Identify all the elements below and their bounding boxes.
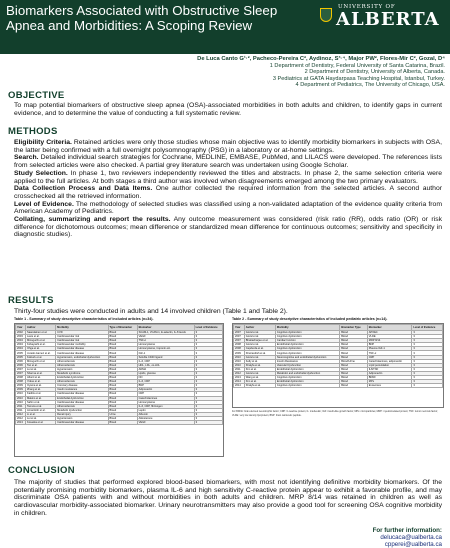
- table-cell: TNF-α: [367, 351, 412, 355]
- table-cell: HDL, LDL, ox-LDL: [137, 363, 194, 367]
- table-cell: Yokoe et al.: [25, 380, 55, 384]
- table-cell: Gozal et al.: [244, 355, 275, 359]
- table-cell: Hypertension, endothelial dysfunction: [56, 355, 108, 359]
- table-cell: 3: [194, 404, 222, 408]
- table-header-cell: Type of Biomarker: [108, 325, 137, 331]
- table-cell: 3: [194, 388, 222, 392]
- table-cell: Blood: [108, 421, 137, 425]
- table-cell: Plasma IGF-1: [367, 347, 412, 351]
- crest-icon: [320, 8, 332, 22]
- methods-heading: METHODS: [8, 126, 58, 137]
- table-cell: Insulin resistance: [56, 388, 108, 392]
- table-cell: Blood: [108, 363, 137, 367]
- table-cell: Cognitive dysfunction: [275, 347, 339, 351]
- table-cell: BNP: [367, 343, 412, 347]
- table-row: [16, 421, 223, 425]
- methods-text: [14, 139, 442, 239]
- table-cell: Renal injury: [56, 412, 108, 416]
- results-heading: RESULTS: [8, 295, 54, 306]
- method-text: The methodology of selected studies was classified using a non-validated adaptation of the evidence quality criteria from American Academy of Pediatrics.: [14, 200, 442, 216]
- table-cell: 3: [412, 339, 443, 343]
- poster-title: [6, 3, 316, 33]
- table-cell: 2010: [16, 392, 26, 396]
- objective-heading: OBJECTIVE: [8, 90, 65, 101]
- table-cell: Kim et al.: [244, 380, 275, 384]
- table-cell: 3: [194, 347, 222, 351]
- table-cell: 3: [412, 355, 443, 359]
- table-cell: Saarelainen et al.: [25, 331, 55, 335]
- table-cell: 3: [194, 392, 222, 396]
- table-cell: Kelly et al.: [244, 359, 275, 363]
- table-cell: 3: [194, 416, 222, 420]
- table-cell: 2007: [16, 367, 26, 371]
- table-header-cell: Morbidity: [56, 325, 108, 331]
- table-cell: Endothelial dysfunction: [56, 376, 108, 380]
- table-cell: 3: [412, 363, 443, 367]
- table-cell: 2002: [16, 331, 26, 335]
- table-cell: Arnardottir et al.: [25, 408, 55, 412]
- table-cell: 2010: [234, 355, 245, 359]
- table-cell: 2012: [234, 371, 245, 375]
- table2: [232, 323, 444, 408]
- table-cell: Cognitive dysfunction: [275, 331, 339, 335]
- table-cell: Hypertension: [56, 367, 108, 371]
- table-header-cell: Author: [244, 325, 275, 331]
- table-cell: Minoguchi et al.: [25, 339, 55, 343]
- table-cell: Blood: [108, 376, 137, 380]
- results-paragraph: Thirty-four studies were conducted in adults and 14 involved children (Table 1 and Table 2).: [14, 308, 288, 315]
- table-cell: Blood: [108, 359, 137, 363]
- table-cell: Lavie et al.: [25, 335, 55, 339]
- table-cell: Blood: [340, 376, 368, 380]
- table-cell: Endothelial dysfunction: [56, 396, 108, 400]
- table-cell: Exosomes: [367, 384, 412, 388]
- table-header-cell: Year: [234, 325, 245, 331]
- method-label: Data Collection Process and Data Items.: [14, 185, 153, 193]
- table-header-cell: Biomarker: [137, 325, 194, 331]
- table-cell: Kobayashi et al.: [25, 343, 55, 347]
- table-cell: Bhattacharjee et al.: [244, 339, 275, 343]
- table-cell: 3: [194, 359, 222, 363]
- results-text: [14, 308, 442, 316]
- contact-label: For further information:: [372, 527, 442, 534]
- table-cell: BNP: [137, 384, 194, 388]
- table-cell: Blood: [108, 380, 137, 384]
- table-cell: CVD: [56, 331, 108, 335]
- university-logo: [332, 4, 446, 36]
- table-cell: Catecholamines, adiponectin: [367, 359, 412, 363]
- table-cell: APOE4: [367, 331, 412, 335]
- header-band: [0, 0, 450, 54]
- table-cell: Blood: [340, 335, 368, 339]
- method-label: Search.: [14, 154, 39, 162]
- table-cell: 3: [194, 408, 222, 412]
- table-cell: 2005: [16, 355, 26, 359]
- table-header-cell: Year: [16, 325, 26, 331]
- table-cell: NO: [137, 376, 194, 380]
- methods-item: [14, 154, 442, 169]
- affiliation-3: 3 Pediatrics at GATA Haydarpasa Teaching Hospital, Istanbul, Turkey.: [272, 75, 445, 82]
- table-cell: IL6/TNF: [367, 367, 412, 371]
- table-cell: Blood: [108, 408, 137, 412]
- table-cell: 2011: [234, 367, 245, 371]
- table-cell: 3: [412, 367, 443, 371]
- table-cell: IL-6, CRP: [137, 380, 194, 384]
- table-cell: Gozal et al.: [244, 371, 275, 375]
- table-cell: 2010: [234, 359, 245, 363]
- table-cell: Gozal et al.: [244, 331, 275, 335]
- table-cell: 3: [194, 371, 222, 375]
- table-header-cell: Biomarker Type: [340, 325, 368, 331]
- table-cell: Adiponectin: [137, 388, 194, 392]
- table-cell: Blood: [340, 384, 368, 388]
- table-cell: Metabolic syndrome: [56, 371, 108, 375]
- table-cell: Tamura et al.: [25, 404, 55, 408]
- table-cell: Tan et al.: [25, 363, 55, 367]
- table-cell: Blood: [108, 396, 137, 400]
- methods-item: [14, 201, 442, 216]
- table-cell: 2006: [16, 359, 26, 363]
- method-text: Detailed individual search strategies for Cochrane, MEDLINE, EMBASE, PubMed, and LILACS were developed. The references lists from selected articles were also checked. A partial grey literature search was undertaken using Google Scholar.: [14, 154, 442, 170]
- table-cell: Kim et al.: [244, 367, 275, 371]
- table-header-cell: Level of Evidence: [194, 325, 222, 331]
- logo-small-text: UNIVERSITY OF: [338, 4, 396, 10]
- table-header-cell: Biomarker: [367, 325, 412, 331]
- table-cell: Endothelial dysfunction: [275, 380, 339, 384]
- table-cell: 2011: [16, 404, 26, 408]
- table-cell: 2008: [16, 376, 26, 380]
- table-cell: 2007: [16, 371, 26, 375]
- objective-text: [14, 102, 442, 117]
- table-cell: 3: [194, 396, 222, 400]
- table-cell: Leptin: [137, 408, 194, 412]
- table-cell: Blood: [108, 388, 137, 392]
- table-cell: Cognitive dysfunction: [275, 351, 339, 355]
- objective-paragraph: To map potential biomarkers of obstructive sleep apnea (OSA)-associated morbidities in both adults and children, to identify gaps in current evidence, and to determine the value of conducting a full systematic review.: [14, 102, 442, 117]
- table-cell: Gozal et al.: [244, 335, 275, 339]
- table-cell: Coronary disease: [56, 384, 108, 388]
- table-cell: TNF-α: [137, 339, 194, 343]
- table-cell: 3: [194, 355, 222, 359]
- table-cell: Cardiovascular disease: [56, 347, 108, 351]
- table-cell: Cardiovascular risk: [56, 339, 108, 343]
- table-cell: 3: [412, 371, 443, 375]
- method-text: Retained articles were only those studies whose main objective was to identify morbidity biomarkers in subjects with OSA, the latter being confirmed with a full overnight polysomnography (PSG) in a laboratory or at-home settings.: [14, 139, 442, 154]
- table-cell: MPs: [367, 380, 412, 384]
- table-cell: Atherosclerosis: [56, 404, 108, 408]
- table-cell: 3: [412, 359, 443, 363]
- table-cell: Blood: [108, 384, 137, 388]
- table-cell: Blood: [108, 400, 137, 404]
- table-cell: 3: [194, 400, 222, 404]
- table-cell: Lui et al.: [25, 416, 55, 420]
- table-cell: 2010: [234, 363, 245, 367]
- table-cell: VLDE: [367, 335, 412, 339]
- table-cell: IL-6, CRP: [137, 359, 194, 363]
- method-label: Study Selection.: [14, 169, 68, 177]
- table-header-cell: Level of Evidence: [412, 325, 443, 331]
- method-label: Level of Evidence.: [14, 200, 74, 208]
- table-cell: 3: [194, 363, 222, 367]
- table-cell: Cardiovascular disease: [56, 351, 108, 355]
- table-header-cell: Author: [25, 325, 55, 331]
- table-cell: 2013: [234, 376, 245, 380]
- table-cell: Lui et al.: [25, 367, 55, 371]
- table-cell: 2013: [16, 421, 26, 425]
- table-cell: Blood: [108, 371, 137, 375]
- table-cell: Kheirandish et al.: [244, 351, 275, 355]
- table-cell: Gozal et al.: [244, 343, 275, 347]
- table-cell: Aldosterone: [137, 416, 194, 420]
- table-cell: Catecholamines: [137, 396, 194, 400]
- table-cell: 2010: [16, 400, 26, 404]
- table-cell: VEGF: [137, 335, 194, 339]
- table-cell: Cardiovascular disease: [56, 400, 108, 404]
- affiliation-1: 1 Department of Dentistry, Federal University of Santa Catarina, Brazil.: [269, 63, 445, 70]
- table-cell: 3: [412, 343, 443, 347]
- table-cell: Blood: [340, 371, 368, 375]
- table-cell: Blood: [108, 347, 137, 351]
- table-cell: 2012: [16, 412, 26, 416]
- table-cell: Homocysteine: [137, 400, 194, 404]
- table-cell: 3: [194, 343, 222, 347]
- table-cell: 2007: [234, 331, 245, 335]
- table-cell: 2014: [234, 384, 245, 388]
- table-cell: Cardiovascular disease: [56, 421, 108, 425]
- methods-item: [14, 170, 442, 185]
- table-cell: 3: [412, 347, 443, 351]
- table-cell: Endothelial dysfunction: [275, 343, 339, 347]
- table-cell: VEGF: [137, 421, 194, 425]
- table-cell: Neurocognitive and endothelial dysfunction: [275, 355, 339, 359]
- title-line-2: Apnea and Morbidities: A Scoping Review: [6, 18, 253, 33]
- table-cell: 2009: [234, 351, 245, 355]
- table-cell: Urine: [108, 412, 137, 416]
- conclusion-text: [14, 479, 442, 518]
- method-label: Collating, summarizing and report the results.: [14, 216, 171, 224]
- table-cell: 3: [194, 376, 222, 380]
- table-cell: Cognitive dysfunction: [275, 335, 339, 339]
- table-cell: Wang et al.: [244, 376, 275, 380]
- table-cell: 3: [412, 335, 443, 339]
- table2-footnote: For BDNA: brain-derived neurotrophic factor; CRP: C-reactive protein; IL: interleukin; IGF: insulin-like growth factor; MPs: microparticles; MRP: myeloid-related protein; TNF: tumor necrosis factor; VLDE: very low density lipoprotein; BNP: brain natriuretic peptide.: [232, 410, 438, 417]
- table-header-cell: Morbidity: [275, 325, 339, 331]
- table-cell: Ohga et al.: [25, 347, 55, 351]
- table-cell: Cognitive dysfunction: [275, 384, 339, 388]
- table-cell: 3: [194, 412, 222, 416]
- methods-item: [14, 139, 442, 154]
- table-cell: MRP 8/14: [367, 339, 412, 343]
- table-cell: Metabolic dysfunction: [56, 408, 108, 412]
- table-cell: Homocysteine: [137, 343, 194, 347]
- table-cell: CRP: [137, 392, 194, 396]
- table-cell: 3: [194, 421, 222, 425]
- table-cell: Blood: [108, 351, 137, 355]
- title-line-1: Biomarkers Associated with Obstructive Sleep: [6, 3, 278, 18]
- table-cell: 3: [194, 339, 222, 343]
- table-cell: 3: [412, 331, 443, 335]
- table-cell: Soluble CD40 ligand: [137, 355, 194, 359]
- contact-email-1[interactable]: delucaca@ualberta.ca: [380, 534, 442, 542]
- table-cell: Insulin Resistance: [275, 359, 339, 363]
- table-cell: 2014: [234, 380, 245, 384]
- table-cell: 2008: [234, 343, 245, 347]
- table-cell: Blood: [108, 392, 137, 396]
- table-cell: Capdevila et al.: [244, 347, 275, 351]
- method-text: Any outcome measurement was considered (risk ratio (RR), odds ratio (OR) or risk difference for dichotomous outcomes; mean difference or standardized mean difference for continuous outcomes; sensitivity and specificity in diagnostic studies).: [14, 216, 442, 239]
- affiliation-4: 4 Department of Pediatrics, The University of Chicago, USA.: [295, 81, 445, 88]
- conclusion-heading: CONCLUSION: [8, 465, 75, 476]
- table1-caption: Table 1 - Summary of study descriptive characteristics of included articles (n=34).: [14, 317, 154, 321]
- table-cell: Lipids, glucose: [137, 371, 194, 375]
- table-cell: Blood: [108, 343, 137, 347]
- table-cell: Cardiac function: [275, 339, 339, 343]
- table-cell: Blood: [340, 339, 368, 343]
- table-cell: Zhang et al.: [25, 388, 55, 392]
- table-cell: Metabolic and endothelial dysfunction: [275, 371, 339, 375]
- table-cell: Homocysteine, troponin etc.: [137, 347, 194, 351]
- table-cell: 3: [194, 380, 222, 384]
- author-block: [0, 56, 445, 88]
- table-cell: 2008: [234, 347, 245, 351]
- table-cell: CRP: [367, 355, 412, 359]
- table-cell: Kokturk et al.: [25, 355, 55, 359]
- table-cell: Blood: [108, 339, 137, 343]
- table-cell: Sahin et al.: [25, 400, 55, 404]
- table-cell: Atherosclerosis: [56, 363, 108, 367]
- table-cell: 2004: [16, 343, 26, 347]
- table-cell: Blood: [340, 380, 368, 384]
- table-cell: Blood: [108, 404, 137, 408]
- table-cell: 2007: [234, 335, 245, 339]
- table-cell: Li et al.: [25, 412, 55, 416]
- table-cell: IGF-1: [137, 351, 194, 355]
- table-cell: 2007: [234, 339, 245, 343]
- table-cell: Blood: [108, 331, 137, 335]
- table-cell: Blood: [108, 416, 137, 420]
- table-cell: Oyama et al.: [25, 384, 55, 388]
- table-cell: 3: [194, 384, 222, 388]
- table-cell: Blood: [108, 367, 137, 371]
- table-cell: Blood: [340, 355, 368, 359]
- table-cell: Sharma et al.: [25, 371, 55, 375]
- table-cell: 2003: [16, 335, 26, 339]
- author-names: De Luca Canto G¹·², Pacheco-Pereira C², Aydinoz, S³·⁴, Major PW², Flores-Mir C², Gozal, D⁴: [197, 56, 445, 62]
- table-cell: Blood: [340, 347, 368, 351]
- table-cell: Blood: [340, 331, 368, 335]
- methods-item: [14, 185, 442, 200]
- table-cell: Blood: [340, 351, 368, 355]
- table-cell: 2011: [16, 408, 26, 412]
- table-cell: 2005: [16, 351, 26, 355]
- table-cell: 2012: [16, 416, 26, 420]
- methods-item: [14, 216, 442, 239]
- table-cell: Cardiovascular risk: [56, 335, 108, 339]
- table-cell: Blood/Urine: [340, 359, 368, 363]
- table-cell: Cardiovascular morbidity: [56, 343, 108, 347]
- conclusion-paragraph: The majority of studies that performed explored blood-based biomarkers, with most not identifying definitive morbidity biomarkers. Of the potentially promising morbidity biomarkers, plasma IL-6 and high sensitivity C-reactive protein appear to exhibit a favorable profile, and may discriminate OSA patients with and without morbidities in both adults and children. MRP 8/14 was retained in children as well as cardiovascular morbidity-associated biomarker. Urinary neurotransmitters may also provide a good tool for screening OSA cognitive morbidity in children.: [14, 479, 442, 517]
- table-cell: 3: [194, 331, 222, 335]
- table-cell: Albumin: [137, 412, 194, 416]
- contact-info: [373, 527, 442, 548]
- table-cell: IL-6, CRP, fibrinogen: [137, 404, 194, 408]
- logo-big-text: ALBERTA: [336, 9, 440, 30]
- table-cell: Minoguchi et al.: [25, 359, 55, 363]
- table-cell: Endothelial dysfunction: [275, 367, 339, 371]
- table-cell: ADMA: [137, 367, 194, 371]
- table-cell: Alberti et al.: [25, 376, 55, 380]
- table-cell: 3: [412, 351, 443, 355]
- table2-caption: Table 2 - Summary of study descriptive characteristics of included pediatric articles (n=14).: [232, 317, 388, 321]
- table-cell: Khalyfa et al.: [244, 363, 275, 367]
- table-cell: Blood: [108, 355, 137, 359]
- table-cell: Lipid peroxidation: [367, 363, 412, 367]
- table-cell: 2004: [16, 347, 26, 351]
- table-cell: Blood: [340, 343, 368, 347]
- method-label: Eligibility Criteria.: [14, 139, 72, 146]
- table-cell: 2008: [16, 380, 26, 384]
- table-cell: 3: [412, 376, 443, 380]
- table-cell: SCAM-1, VCAM-1, E-selectin, IL-8 levels: [137, 331, 194, 335]
- method-text: One author collected the required information from the selected articles. A second author crosschecked all the retrieved information.: [14, 185, 442, 200]
- table-row: [234, 384, 443, 388]
- table-cell: Atherosclerosis: [56, 359, 108, 363]
- table-cell: Blood: [340, 367, 368, 371]
- table-cell: 3: [412, 380, 443, 384]
- contact-email-2[interactable]: cpperei@ualberta.ca: [384, 541, 442, 548]
- table-cell: Vascular Dysfunction: [275, 363, 339, 367]
- table-cell: Khalyfa et al.: [244, 384, 275, 388]
- table-cell: Kosacka et al.: [25, 421, 55, 425]
- table-cell: 2009: [16, 384, 26, 388]
- table-cell: Jurado-Gamez et al.: [25, 351, 55, 355]
- table1: [14, 323, 224, 457]
- table-cell: Cognitive dysfunction: [275, 376, 339, 380]
- table-cell: Hypertension: [56, 416, 108, 420]
- table-cell: 2006: [16, 363, 26, 367]
- table-cell: Cardiovascular disease: [56, 392, 108, 396]
- table-cell: Adiponectin: [367, 371, 412, 375]
- table-cell: Makino et al.: [25, 396, 55, 400]
- table-cell: BDNF: [367, 376, 412, 380]
- table-cell: Blood: [340, 363, 368, 367]
- table-cell: 3: [194, 351, 222, 355]
- table-cell: Blood: [108, 335, 137, 339]
- table-cell: 2010: [16, 396, 26, 400]
- method-text: In phase 1, two reviewers independently reviewed the titles and abstracts. In phase 2, the same selection criteria were applied to the full articles. At both stages a third author was involved when disagreements emerged among the two primary evaluators.: [14, 169, 442, 185]
- table-cell: Atherosclerosis: [56, 380, 108, 384]
- table-cell: 2009: [16, 388, 26, 392]
- table-cell: 3: [412, 384, 443, 388]
- table-cell: 3: [194, 367, 222, 371]
- table-cell: 2004: [16, 339, 26, 343]
- table-cell: Kaditis et al.: [25, 392, 55, 396]
- affiliation-2: 2 Department of Dentistry, University of Alberta, Canada.: [304, 69, 445, 76]
- table-cell: 3: [194, 335, 222, 339]
